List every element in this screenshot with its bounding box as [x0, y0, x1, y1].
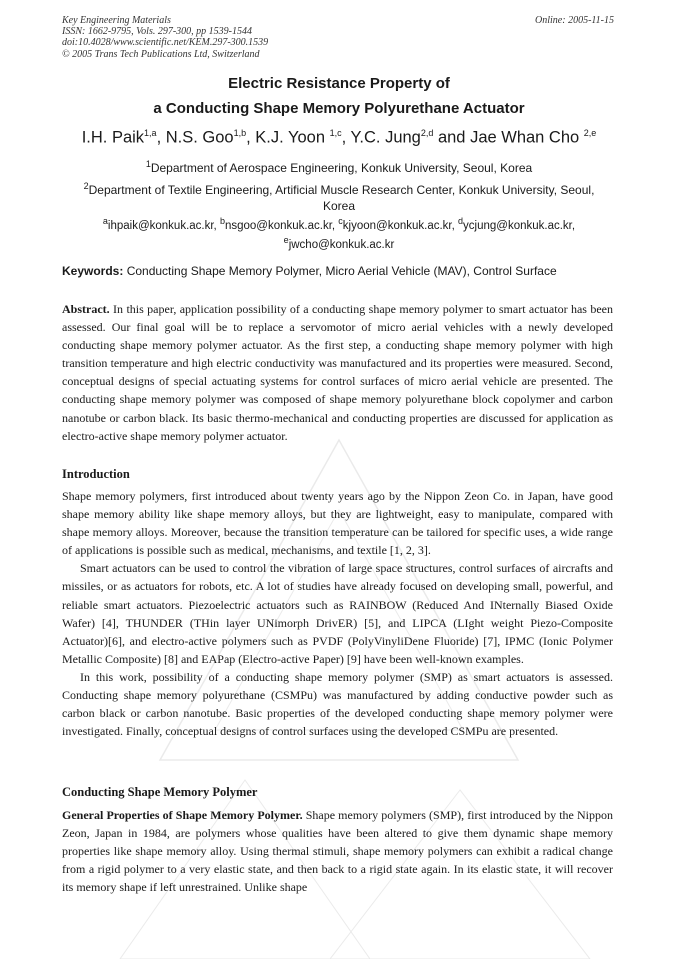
author-separator: ,: [341, 128, 351, 147]
author-sup: 1,a: [144, 128, 157, 138]
author-list: [0, 128, 678, 148]
email-sup: e: [283, 235, 289, 246]
email-address: ihpaik@konkuk.ac.kr,: [107, 219, 220, 232]
author-name: K.J. Yoon: [255, 128, 330, 147]
csmp-sub-label: General Properties of Shape Memory Polymer.: [62, 808, 303, 822]
author-sup: 1,c: [329, 128, 342, 138]
affiliation-text: Department of Textile Engineering, Artificial Muscle Research Center, Konkuk University, Seoul,: [88, 183, 595, 197]
author-separator: ,: [246, 128, 256, 147]
issn-line: ISSN: 1662-9795, Vols. 297-300, pp 1539-1544: [62, 26, 252, 38]
email-address: kjyoon@konkuk.ac.kr,: [342, 219, 459, 232]
introduction-heading: Introduction: [62, 467, 130, 481]
author-sup: 2,d: [420, 128, 434, 138]
introduction-body: [62, 487, 613, 740]
abstract-label: Abstract.: [62, 302, 110, 316]
online-date: Online: 2005-11-15: [535, 15, 614, 26]
intro-paragraph-3: In this work, possibility of a conducting shape memory polymer (SMP) as smart actuators is assessed. Conducting shape memory polyurethane (CSMPu) was manufactured by adding conductive powder such as carbon black or carbon nanotube. Basic properties of the developed conducting shape memory polymer were investigated. Finally, conceptual designs of control surfaces using the developed CSMPu are presented.: [62, 669, 613, 739]
affiliation-1: [40, 156, 638, 176]
intro-paragraph-2: Smart actuators can be used to control the vibration of large space structures, control surfaces of aircrafts and missiles, or as actuators for robots, etc. A lot of studies have already focused on developing small, powerful, and reliable smart actuators. Piezoelectric actuators such as RAINBOW (Reduced And INternally Biased Oxide Wafer) [4], THUNDER (THin layer UNimorph DrivER) [5], and LIPCA (LIght weight Piezo-Composite Actuator)[6], and electro-active polymers such as PVDF (PolyVinyliDene Fluoride) [7], IPMC (Ionic Polymer Metallic Composite) [8] and EAPap (Electro-active Paper) [9] have been well-known examples.: [62, 561, 613, 666]
affiliation-text: Korea: [322, 199, 356, 213]
author-name: N.S. Goo: [165, 128, 234, 147]
affiliation-2: [40, 178, 638, 214]
email-sup: b: [219, 216, 225, 226]
doi-line: doi:10.4028/www.scientific.net/KEM.297-300.1539: [62, 37, 269, 49]
author-sup: 1,b: [233, 128, 247, 138]
affiliation-sup: 1: [145, 159, 151, 169]
author-sup: 2,e: [583, 128, 597, 138]
email-list: [40, 214, 638, 253]
author-name: Jae Whan Cho: [470, 128, 584, 147]
abstract-paragraph: [62, 300, 613, 445]
paper-title-line-2: a Conducting Shape Memory Polyurethane Actuator: [153, 100, 525, 117]
author-name: I.H. Paik: [81, 128, 145, 147]
intro-paragraph-1: Shape memory polymers, first introduced about twenty years ago by the Nippon Zeon Co. in Japan, have good shape memory ability like shape memory alloys, but they are lightweight, easy to manipulate, compared with shape memory alloys. Moreover, because the transition temperature can be tailored for specific uses, a wide range of applications is possible such as medical, mechanisms, and textile [1, 2, 3].: [62, 489, 613, 558]
author-separator: ,: [156, 128, 166, 147]
email-sup: d: [458, 216, 464, 226]
keywords-text: Conducting Shape Memory Polymer, Micro Aerial Vehicle (MAV), Control Surface: [123, 264, 557, 278]
copyright-line: © 2005 Trans Tech Publications Ltd, Switzerland: [62, 48, 260, 60]
email-address: ycjung@konkuk.ac.kr,: [463, 219, 576, 232]
journal-name: Key Engineering Materials: [62, 15, 171, 26]
author-separator: and: [433, 128, 471, 147]
email-address: jwcho@konkuk.ac.kr: [288, 239, 395, 252]
affiliation-sup: 2: [83, 181, 89, 191]
keywords-line: [62, 264, 622, 278]
email-address: nsgoo@konkuk.ac.kr,: [224, 219, 339, 232]
abstract-text: In this paper, application possibility of a conducting shape memory polymer to smart actuator has been assessed. Our final goal will be to replace a servomotor of micro aerial vehicles with a newly developed conducting shape memory polymer actuator. As the first step, a conducting shape memory polymer with high transition temperature and high electric conductivity was manufactured and its properties were measured. Second, conceptual designs of special actuating systems for control surfaces of micro aerial vehicle are presented. The conducting shape memory polymer was composed of shape memory polyurethane block copolymer and carbon nanotube or carbon black. Its basic thermo-mechanical and conducting properties are discussed for application as electro-active shape memory polymer actuator.: [62, 302, 613, 443]
affiliation-text: Department of Aerospace Engineering, Konkuk University, Seoul, Korea: [150, 161, 533, 175]
paper-title-line-1: Electric Resistance Property of: [228, 75, 450, 92]
csmp-text: Shape memory polymers (SMP), first introduced by the Nippon Zeon, Japan in 1984, are polymers whose qualities have been altered to give them dynamic shape memory properties like shape memory alloy. Using thermal stimuli, shape memory polymers can exhibit a radical change from a rigid polymer to a very elastic state, and then back to a rigid state again. In its elastic state, it will recover its memory shape if left unrestrained. Unlike shape: [62, 808, 613, 895]
keywords-label: Keywords:: [62, 264, 124, 278]
email-sup: a: [102, 216, 108, 226]
journal-header: [62, 15, 268, 60]
author-name: Y.C. Jung: [350, 128, 421, 147]
csmp-heading: Conducting Shape Memory Polymer: [62, 785, 258, 799]
email-sup: c: [338, 216, 343, 226]
csmp-paragraph: [62, 806, 613, 896]
